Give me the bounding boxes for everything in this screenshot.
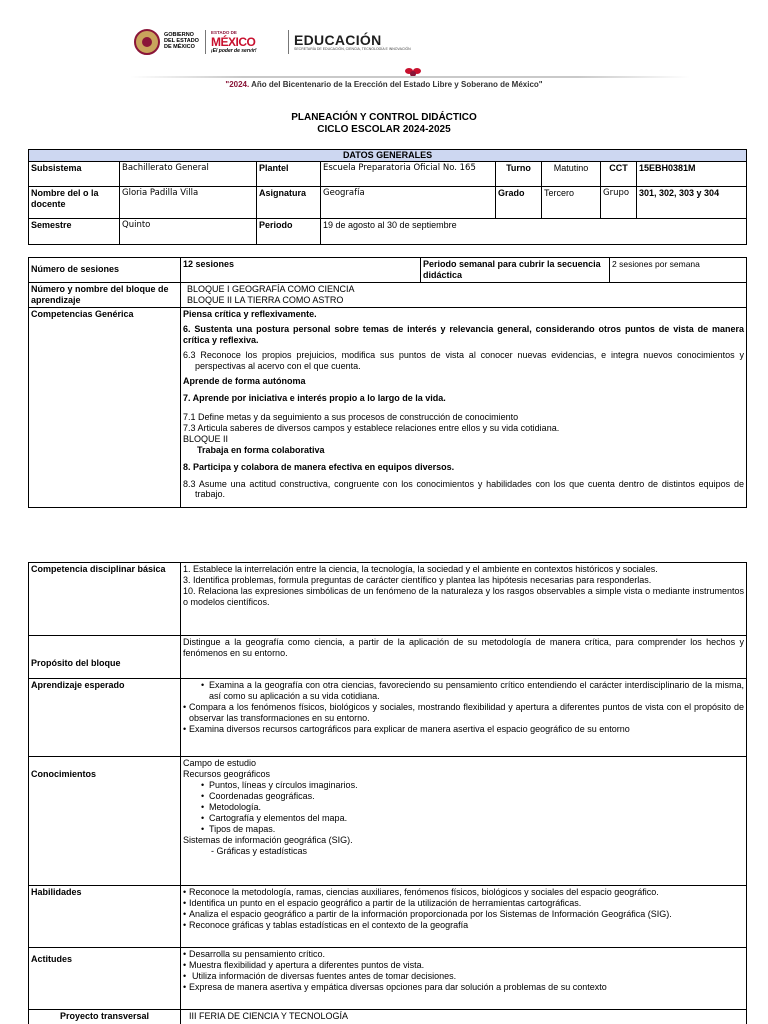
edomex-logo [211, 30, 283, 54]
weekly-period-value: 2 sesiones por semana [610, 258, 747, 283]
edomex-top: ESTADO DE [211, 30, 237, 36]
weekly-period-label: Periodo semanal para cubrir la secuencia didáctica [421, 258, 610, 283]
asignatura-value: Geografía [321, 187, 496, 219]
detail-table [28, 562, 747, 1024]
expected-learning-label: Aprendizaje esperado [29, 679, 181, 757]
comp-block-2: BLOQUE II [183, 433, 229, 444]
purpose-content [181, 636, 747, 679]
project-value: III FERIA DE CIENCIA Y TECNOLOGÍA [181, 1010, 747, 1024]
comp-6-3: 6.3 Reconoce los propios prejuicios, modifica sus puntos de vista al conocer nuevas evidencias, e integra nuevos conocimientos y perspectivas al acervo con el que cuenta. [183, 349, 744, 371]
sessions-label: Número de sesiones [29, 258, 181, 283]
knowledge-resources: Recursos geográficos [183, 768, 271, 779]
education-logo [294, 33, 411, 51]
skill-item: • Reconoce la metodología, ramas, ciencias auxiliares, fenómenos físicos, biológicos y sociales del espacio geográfico. [183, 887, 744, 898]
cct-value: 15EBH0381M [637, 162, 747, 187]
competencies-content [181, 307, 747, 507]
attitude-item: • Muestra flexibilidad y apertura a diferentes puntos de vista. [183, 960, 744, 971]
comp-7-1: 7.1 Define metas y da seguimiento a sus procesos de construcción de conocimiento [183, 411, 519, 422]
knowledge-item: • Puntos, líneas y círculos imaginarios. [183, 780, 744, 791]
header-rule [130, 76, 690, 78]
competencies-label: Competencias Genérica [29, 307, 181, 507]
skill-item: • Identifica un punto en el espacio geográfico a partir de la utilización de herramientas cartográficas. [183, 898, 744, 909]
knowledge-graphs: - Gráficas y estadísticas [211, 845, 308, 856]
header-logos [134, 28, 464, 56]
sessions-value: 12 sesiones [181, 258, 421, 283]
disciplinary-item: 3. Identifica problemas, formula preguntas de carácter científico y plantea las hipótesis necesarias para responderlas. [183, 574, 652, 585]
purpose-label: Propósito del bloque [29, 636, 181, 679]
comp-8-3: 8.3 Asume una actitud constructiva, congruente con los conocimientos y habilidades con los que cuenta dentro de distintos equipos de trabajo. [183, 478, 744, 500]
disciplinary-item: 1. Establece la interrelación entre la ciencia, la tecnología, la sociedad y el ambiente en contextos históricos y sociales. [183, 564, 658, 574]
docente-value: Gloria Padilla Villa [120, 187, 257, 219]
docente-label: Nombre del o la docente [29, 187, 120, 219]
general-data-heading: DATOS GENERALES [29, 150, 747, 162]
attitude-item: • Utiliza información de diversas fuentes antes de tomar decisiones. [183, 971, 744, 982]
title-line-2: CICLO ESCOLAR 2024-2025 [317, 124, 451, 135]
comp-8: 8. Participa y colabora de manera efectiva en equipos diversos. [183, 461, 455, 472]
comp-7-3: 7.3 Articula saberes de diversos campos y establece relaciones entre ellos y su vida cotidiana. [183, 422, 560, 433]
skill-item: • Analiza el espacio geográfico a partir de la información proporcionada por los Sistemas de Información Geográfica (SIG). [183, 909, 744, 920]
skills-label: Habilidades [29, 886, 181, 948]
attitudes-content [181, 948, 747, 1010]
turno-label: Turno [496, 162, 542, 187]
logo-divider-2 [288, 30, 289, 54]
block-1: BLOQUE I GEOGRAFÍA COMO CIENCIA [187, 283, 355, 294]
turno-value: Matutino [542, 162, 601, 187]
attitude-item: • Desarrolla su pensamiento crítico. [183, 949, 744, 960]
page-title [0, 112, 768, 136]
attitudes-label: Actitudes [29, 948, 181, 1010]
comp-heading-2: Aprende de forma autónoma [183, 375, 306, 386]
cct-label: CCT [601, 162, 637, 187]
gov-logo-text: GOBIERNO DEL ESTADO DE MÉXICO [164, 32, 199, 50]
header-motto [0, 80, 768, 90]
disciplinary-item: 10. Relaciona las expresiones simbólicas de un fenómeno de la naturaleza y los rasgos observables a simple vista o mediante instrumentos o modelos científicos. [183, 585, 744, 607]
state-seal-icon [134, 29, 160, 55]
knowledge-item: • Metodología. [183, 802, 744, 813]
subsistema-label: Subsistema [29, 162, 120, 187]
semestre-value: Quinto [120, 219, 257, 245]
motto-text: Año del Bicentenario de la Erección del Estado Libre y Soberano de México" [249, 80, 543, 89]
plantel-value: Escuela Preparatoria Oficial No. 165 [321, 162, 496, 187]
knowledge-field: Campo de estudio [183, 758, 257, 768]
general-data-table [28, 149, 747, 245]
knowledge-sig: Sistemas de información geográfica (SIG). [183, 834, 353, 845]
plantel-label: Plantel [257, 162, 321, 187]
comp-7: 7. Aprende por iniciativa e interés propio a lo largo de la vida. [183, 392, 446, 403]
attitude-item: • Expresa de manera asertiva y empática diversas opciones para dar solución a problemas de su contexto [183, 982, 744, 993]
disciplinary-content [181, 563, 747, 636]
education-name: EDUCACIÓN [294, 31, 382, 48]
knowledge-label: Conocimientos [29, 757, 181, 886]
block-2: BLOQUE II LA TIERRA COMO ASTRO [187, 294, 344, 305]
periodo-value: 19 de agosto al 30 de septiembre [321, 219, 747, 245]
skills-content [181, 886, 747, 948]
knowledge-content [181, 757, 747, 886]
title-line-1: PLANEACIÓN Y CONTROL DIDÁCTICO [291, 112, 477, 123]
asignatura-label: Asignatura [257, 187, 321, 219]
grado-label: Grado [496, 187, 542, 219]
learning-item: • Examina diversos recursos cartográficos para explicar de manera asertiva el espacio geográfico de su entorno [183, 724, 744, 735]
block-label: Número y nombre del bloque de aprendizaje [29, 282, 181, 307]
comp-6: 6. Sustenta una postura personal sobre temas de interés y relevancia general, considerando otros puntos de vista de manera crítica y reflexiva. [183, 323, 744, 345]
grupo-label: Grupo [601, 187, 637, 219]
comp-heading-1: Piensa crítica y reflexivamente. [183, 308, 317, 319]
logo-divider [205, 30, 206, 54]
semestre-label: Semestre [29, 219, 120, 245]
project-label: Proyecto transversal [29, 1010, 181, 1024]
subsistema-value: Bachillerato General [120, 162, 257, 187]
education-sub: SECRETARÍA DE EDUCACIÓN, CIENCIA, TECNOLOGÍA E INNOVACIÓN [294, 46, 411, 51]
purpose-text: Distingue a la geografía como ciencia, a partir de la aplicación de su metodología de manera crítica, para comprender los hechos y fenómenos en su entorno. [183, 637, 744, 658]
disciplinary-label: Competencia disciplinar básica [29, 563, 181, 636]
block-values [181, 282, 747, 307]
motto-year: "2024. [225, 80, 250, 89]
expected-learning-content [181, 679, 747, 757]
comp-heading-3: Trabaja en forma colaborativa [197, 444, 325, 455]
learning-item: • Compara a los fenómenos físicos, biológicos y sociales, mostrando flexibilidad y apertura a diferentes puntos de vista con el propósito de observar las transformaciones en su entorno. [183, 702, 744, 724]
sessions-table [28, 257, 747, 508]
periodo-label: Periodo [257, 219, 321, 245]
edomex-slogan: ¡El poder de servir! [211, 47, 257, 54]
learning-item: • Examina a la geografía con otra ciencias, favoreciendo su pensamiento crítico entendiendo el carácter interdisciplinario de la misma, así como su aplicación a su vida cotidiana. [183, 680, 744, 702]
knowledge-item: • Cartografía y elementos del mapa. [183, 813, 744, 824]
grupo-value: 301, 302, 303 y 304 [637, 187, 747, 219]
knowledge-item: • Coordenadas geográficas. [183, 791, 744, 802]
knowledge-item: • Tipos de mapas. [183, 824, 744, 835]
grado-value: Tercero [542, 187, 601, 219]
skill-item: • Reconoce gráficas y tablas estadísticas en el contexto de la geografía [183, 920, 744, 931]
edomex-name: MÉXICO [211, 34, 256, 49]
